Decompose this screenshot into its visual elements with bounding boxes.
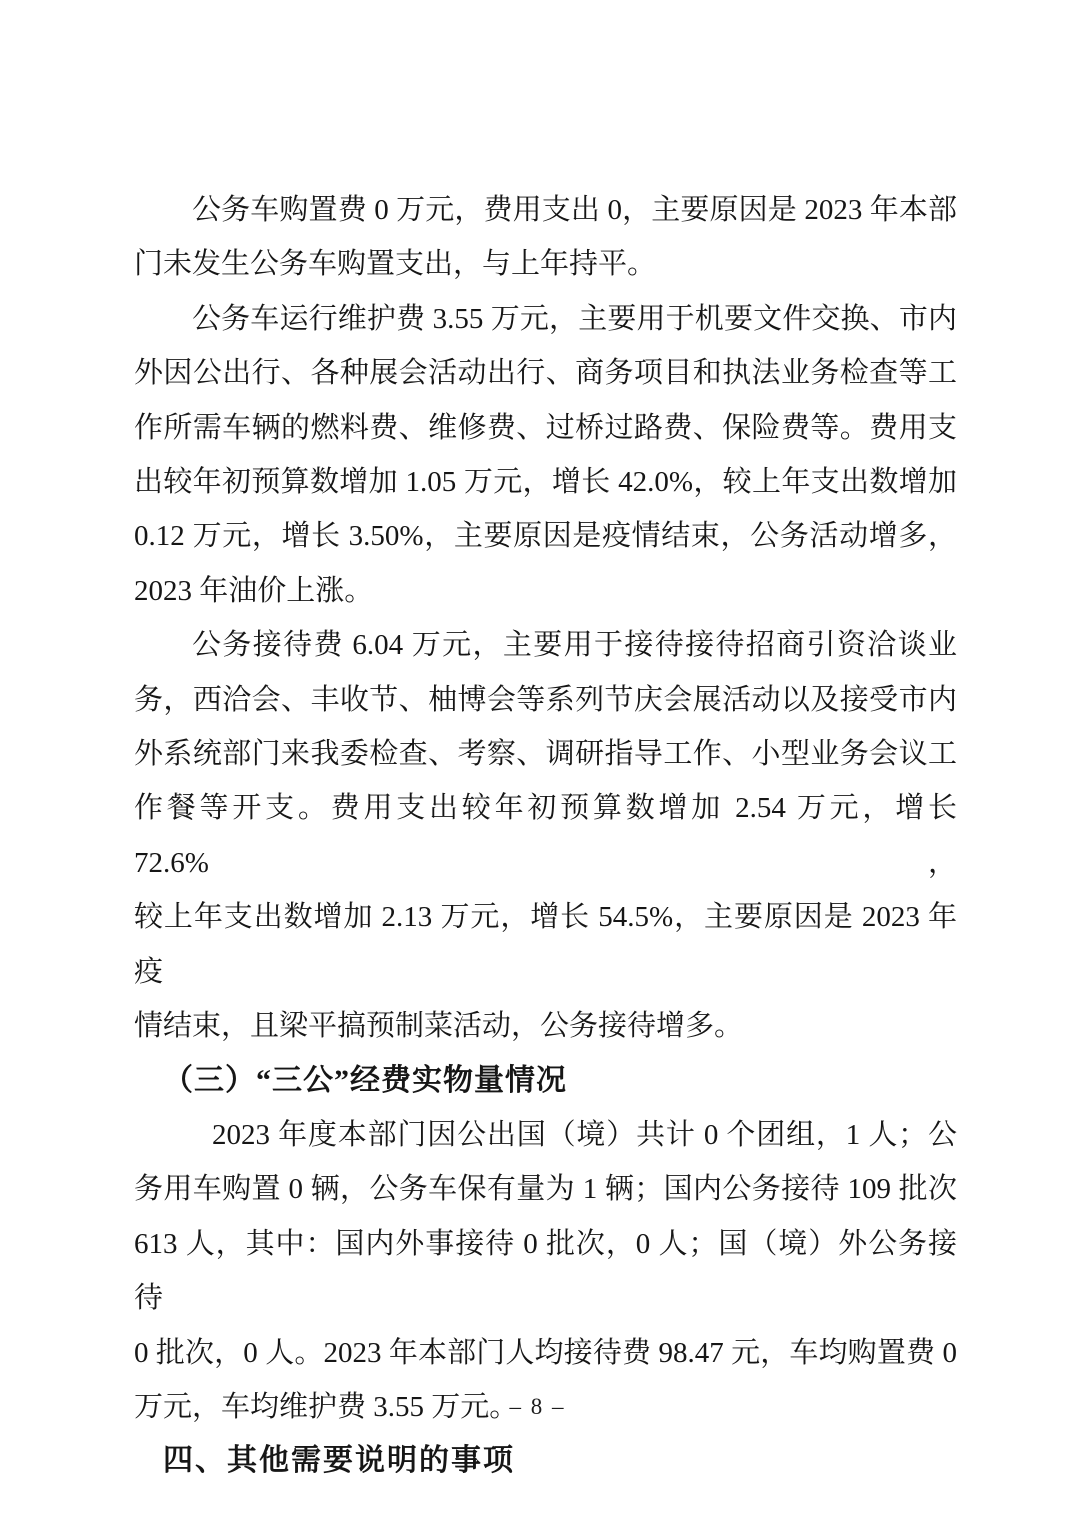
text-line: 0.12 万元，增长 3.50%，主要原因是疫情结束，公务活动增多， <box>134 520 957 553</box>
section-heading-other-matters: 四、其他需要说明的事项 <box>163 1444 515 1478</box>
text-line: 出较年初预算数增加 1.05 万元，增长 42.0%，较上年支出数增加 <box>134 466 957 499</box>
paragraph-car-purchase <box>134 183 957 292</box>
text-line: 2023 年油价上涨。 <box>134 574 374 607</box>
text-line: 外因公出行、各种展会活动出行、商务项目和执法业务检查等工 <box>134 357 957 390</box>
text-line: 0 批次，0 人。2023 年本部门人均接待费 98.47 元，车均购置费 0 <box>134 1336 957 1369</box>
section-heading-three-public-quantities: （三）“三公”经费实物量情况 <box>163 1063 567 1097</box>
paragraph-car-maintenance <box>134 292 957 618</box>
text-line: 门未发生公务车购置支出，与上年持平。 <box>134 248 657 281</box>
text-line: 作所需车辆的燃料费、维修费、过桥过路费、保险费等。费用支 <box>134 411 957 444</box>
text-line: 务，西洽会、丰收节、柚博会等系列节庆会展活动以及接受市内 <box>134 683 957 716</box>
text-line: 公务车购置费 0 万元，费用支出 0，主要原因是 2023 年本部 <box>192 194 957 226</box>
document-body <box>134 183 957 1489</box>
paragraph-physical-quantities <box>134 1108 957 1434</box>
text-line: 务用车购置 0 辆，公务车保有量为 1 辆；国内公务接待 109 批次 <box>134 1173 957 1206</box>
text-line: 情结束，且梁平搞预制菜活动，公务接待增多。 <box>134 1010 744 1043</box>
text-line: 613 人，其中：国内外事接待 0 批次，0 人；国（境）外公务接待 <box>134 1227 957 1315</box>
text-line: 万元，车均维护费 3.55 万元。 <box>134 1390 519 1423</box>
text-line: 外系统部门来我委检查、考察、调研指导工作、小型业务会议工 <box>134 738 957 771</box>
paragraph-official-reception <box>134 618 957 1053</box>
text-line: 公务车运行维护费 3.55 万元，主要用于机要文件交换、市内 <box>192 302 957 335</box>
text-line: 较上年支出数增加 2.13 万元，增长 54.5%，主要原因是 2023 年疫 <box>134 901 957 988</box>
text-line: 公务接待费 6.04 万元，主要用于接待接待招商引资洽谈业 <box>192 629 957 662</box>
text-line: 作餐等开支。费用支出较年初预算数增加 2.54 万元，增长 72.6%， <box>134 792 957 879</box>
text-line: 2023 年度本部门因公出国（境）共计 0 个团组，1 人；公 <box>212 1118 957 1151</box>
page-number: – 8 – <box>509 1394 566 1419</box>
